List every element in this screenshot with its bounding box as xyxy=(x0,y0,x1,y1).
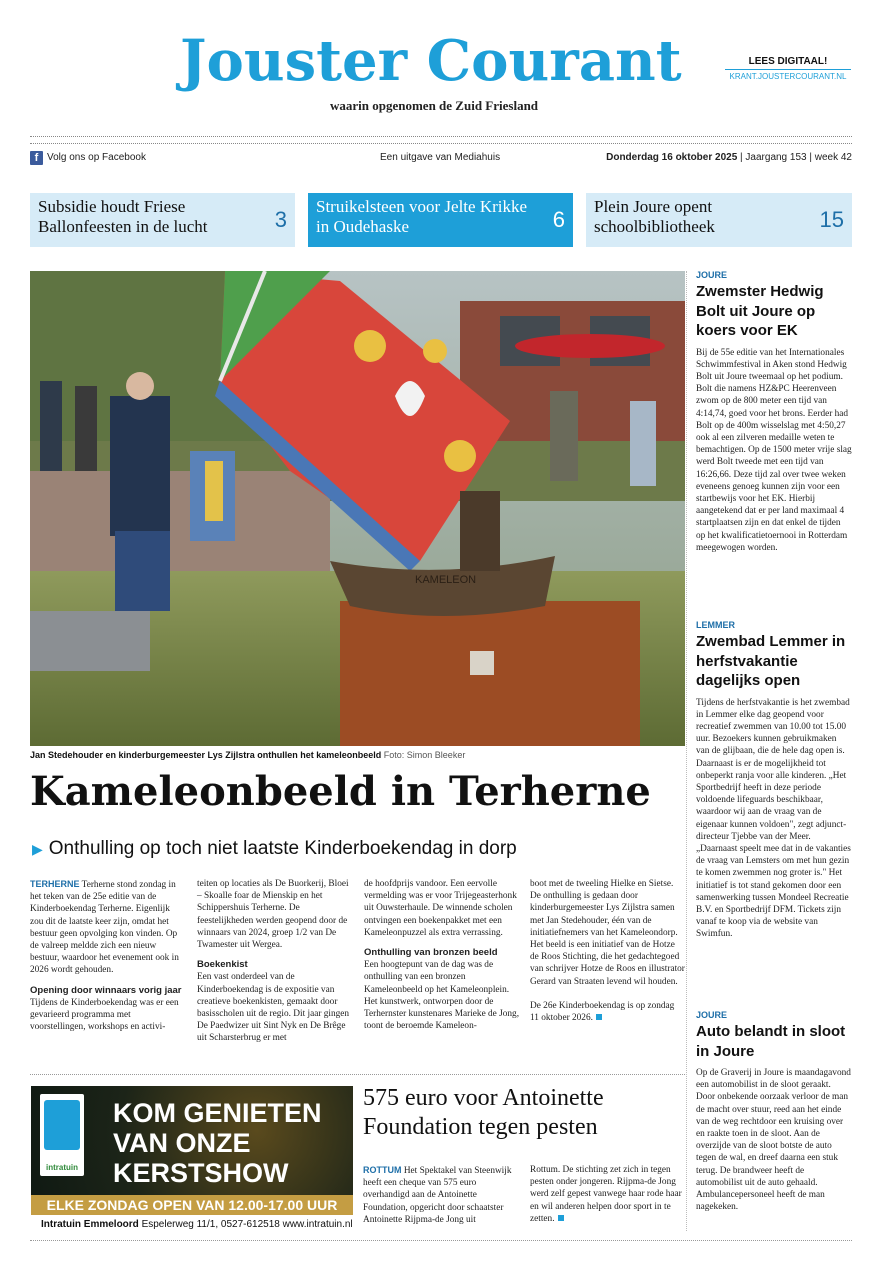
article-column xyxy=(30,878,185,1033)
teaser-title: Subsidie houdt Friese Ballonfeesten in de lucht xyxy=(38,197,208,236)
sidebar-body: Op de Graverij in Joure is maandagavond een automobilist in de sloot geraakt. Door onbekende oorzaak verloor de man de macht over stuur, reed aan het einde van de weg rechtdoor een kruising over en raakte toen in de sloot. Aan de overzijde van de sloot botste de auto tegen de wal, en dreef daarna een stuk terug. De brandweer heeft de automobilist uit de auto gehaald. Ambulancepersoneel heeft de man nagekeken. xyxy=(696,1068,851,1213)
ad-headline xyxy=(113,1098,343,1188)
teaser-item[interactable] xyxy=(30,193,295,247)
article-text: De 26e Kinderboekendag is op zondag 11 oktober 2026. xyxy=(530,1001,675,1024)
article-text: Een hoogtepunt van de dag was de onthulling van een bronzen Kameleonbeeld op het Kameleonplein. Het kunstwerk, ontworpen door de Terhernster kunstenares Marieke de Jong, toont de beroemde Kameleon- xyxy=(364,960,520,1032)
article2-column xyxy=(363,1164,518,1226)
ad-headline-text: KOM GENIETEN VAN ONZE KERSTSHOW xyxy=(113,1098,322,1188)
article-subheading: Boekenkist xyxy=(197,959,248,971)
teaser-page: 3 xyxy=(274,207,287,232)
article-column xyxy=(364,878,519,1032)
info-bar xyxy=(30,150,852,170)
statue-inscription: KAMELEON xyxy=(415,574,477,586)
teaser-bar xyxy=(30,193,852,247)
article-text: Het beeld is een initiatief van de Hotze de Roos Stichting, die het gedachtegoed van schrijver Hotze de Roos en illustrator Gerard van Straaten levend wil houden. xyxy=(530,940,685,987)
facebook-link[interactable]: Volg ons op Facebook xyxy=(47,152,146,163)
logo-figure-icon xyxy=(44,1100,80,1150)
article-text: teiten op locaties als De Buorkerij, Bloei – Skoalle foar de Mienskip en het Schippershuis Terherne. De feestelijkheden werden geopend door de winnaars van 2024, groep 1/2 van De Twamester uit Wergea. xyxy=(197,879,349,951)
subhead-text: Onthulling op toch niet laatste Kinderboekendag in dorp xyxy=(48,838,517,859)
ad-footer xyxy=(31,1215,353,1234)
facebook-icon[interactable]: f xyxy=(30,151,43,165)
ad-address: Espelerweg 11/1, 0527-612518 www.intratuin.nl xyxy=(141,1219,353,1230)
dateline xyxy=(606,152,852,163)
main-subhead xyxy=(32,838,517,860)
end-square-icon xyxy=(596,1014,602,1020)
sidebar-body: Tijdens de herfstvakantie is het zwembad in Lemmer elke dag geopend voor recreatief zwemmen van 10.00 tot 15.00 uur. Bezoekers kunnen gebruikmaken van de glijbaan, die de hele dag open is. Daarnaast is er de mogelijkheid tot onbeperkt ranja voor alle kinderen. „Het Sportbedrijf heeft in deze periode voldoende lifeguards beschikbaar, waardoor wij aan de vraag van de eigenaar kunnen voldoen", zegt adjunct-directeur Tjebbe van der Meer. „Daarnaast speelt mee dat in de vakanties de vraag van Lemsters om met hun gezin te komen zwemmen nog groter is." Het initiatief is tot stand gekomen door een samenwerking tussen Mondeel Recreatie B.V. en Sportbedrijf DFM. Tickets zijn vanaf te koop via de website van Swimfun. xyxy=(696,697,851,940)
advertisement[interactable] xyxy=(31,1086,353,1234)
article-column xyxy=(197,878,352,1045)
sidebar-kicker: JOURE xyxy=(696,270,728,280)
caption-text: Jan Stedehouder en kinderburgemeester Lys Zijlstra onthullen het kameleonbeeld xyxy=(30,750,382,760)
section-divider xyxy=(30,1074,685,1075)
teaser-title: Struikelsteen voor Jelte Krikke in Oudehaske xyxy=(316,197,528,236)
end-square-icon xyxy=(558,1215,564,1221)
logo-text: intratuin xyxy=(46,1163,78,1172)
article-column xyxy=(530,878,685,1024)
main-headline[interactable]: Kameleonbeeld in Terherne xyxy=(30,768,651,815)
masthead-title: Jouster Courant xyxy=(180,28,682,94)
article2-text: Het Spektakel van Steenwijk heeft een cheque van 575 euro overhandigd aan de Antoinette Foundation, opgericht door schaatster Antoinette Rijpma-de Jong uit xyxy=(363,1166,512,1225)
article-subheading: Opening door winnaars vorig jaar xyxy=(30,984,182,996)
issue-number: | Jaargang 153 | week 42 xyxy=(740,152,852,163)
masthead-subtitle: waarin opgenomen de Zuid Friesland xyxy=(330,98,539,113)
article-text: de hoofdprijs vandoor. Een eervolle vermelding was er voor Trijegeasterhonk uit Ouwsterhaule. De winnende scholen ontvingen een boekenpakket met een Kameleonpuzzel als extra verrassing. xyxy=(364,879,517,938)
teaser-page: 15 xyxy=(819,207,844,232)
page-bottom-rule xyxy=(30,1240,852,1241)
sidebar-kicker: JOURE xyxy=(696,1010,728,1020)
sidebar-divider xyxy=(686,271,687,1231)
sidebar-headline[interactable]: Auto belandt in sloot in Joure xyxy=(696,1023,846,1060)
main-article-body xyxy=(30,878,685,1068)
article2-column xyxy=(530,1164,685,1225)
issue-date: Donderdag 16 oktober 2025 xyxy=(606,152,738,163)
article-text: Terherne stond zondag in het teken van de 25e editie van de Kinderboekendag Terherne. Eigenlijk zou dit de laatste keer zijn, omdat het bestuur geen opvolging kon vinden. Op de valreep meldde zich een nieuw bestuur, waardoor het evenement ook in 2026 wordt gehouden. xyxy=(30,880,179,976)
article-text: Tijdens de Kinderboekendag was er een gevarieerd programma met voorstellingen, workshops en activi- xyxy=(30,997,179,1033)
sidebar-kicker: LEMMER xyxy=(696,620,735,630)
teaser-item[interactable] xyxy=(308,193,573,247)
article2-headline[interactable]: 575 euro voor Antoinette Foundation tegen pesten xyxy=(363,1085,604,1140)
digital-url[interactable]: KRANT.JOUSTERCOURANT.NL xyxy=(729,72,847,81)
digital-label: LEES DIGITAAL! xyxy=(725,56,851,70)
photo-caption xyxy=(30,750,465,760)
main-photo xyxy=(30,271,685,746)
ad-store: Intratuin Emmeloord xyxy=(41,1219,139,1230)
sidebar-article xyxy=(696,620,852,941)
sidebar-headline[interactable]: Zwemster Hedwig Bolt uit Joure op koers voor EK xyxy=(696,283,824,339)
photo-credit: Foto: Simon Bleeker xyxy=(383,750,466,760)
play-triangle-icon: ▶ xyxy=(32,841,43,857)
ad-opening-band: ELKE ZONDAG OPEN VAN 12.00-17.00 UUR xyxy=(31,1195,353,1215)
article-kicker: TERHERNE xyxy=(30,879,80,889)
sidebar-article xyxy=(696,1010,852,1213)
article-text: boot met de tweeling Hielke en Sietse. De onthulling is gedaan door kinderburgemeester Lys Zijlstra samen met Jan Stedehouder, één van de initiatiefnemers van het Kameleondorp. xyxy=(530,879,678,938)
masthead-divider xyxy=(30,136,852,144)
article-text: Een vast onderdeel van de Kinderboekendag is de expositie van creatieve boekenkisten, gemaakt door basisscholen uit de regio. Dit jaar gingen De Paedwizer uit Sint Nyk en De Brêge uit Scharsterbrug er met xyxy=(197,972,350,1044)
teaser-page: 6 xyxy=(552,207,565,232)
digital-edition-link[interactable] xyxy=(725,56,851,81)
sidebar-headline[interactable]: Zwembad Lemmer in herfstvakantie dagelijks open xyxy=(696,633,846,689)
article2-text: Rottum. De stichting zet zich in tegen pesten onder jongeren. Rijpma-de Jong werd zelf gepest vanwege haar rode haar en wil anderen helpen door sport in te zetten. xyxy=(530,1165,682,1224)
sidebar-body: Bij de 55e editie van het Internationales Schwimmfestival in Aken stond Hedwig Bolt uit Joure tweemaal op het podium. Bolt die namens HZ&PC Heerenveen zwom op de 800 meter een tijd van 4:14,74, goed voor het brons. Eerder had Bolt op de 400m wisselslag met 4:50,27 ook al een zilveren medaille weten te bemachtigen. Op de 1500 meter vrije slag werd Bolt tweede met een tijd van 16:26,66. Deze tijd zal over twee weken eveneens genoeg kunnen zijn voor een startbewijs voor het EK. Hierbij aangetekend dat er per land maximaal 4 startplaatsen zijn en dat enkel de tijden op het kwalificatietoernooi in Rotterdam meegewogen worden. xyxy=(696,347,852,553)
teaser-item[interactable] xyxy=(586,193,852,247)
article2-kicker: ROTTUM xyxy=(363,1165,402,1175)
sidebar-article xyxy=(696,270,852,554)
intratuin-logo xyxy=(40,1094,84,1176)
publisher-text: Een uitgave van Mediahuis xyxy=(380,152,501,163)
teaser-title: Plein Joure opent schoolbibliotheek xyxy=(594,197,715,236)
article-subheading: Onthulling van bronzen beeld xyxy=(364,947,498,959)
